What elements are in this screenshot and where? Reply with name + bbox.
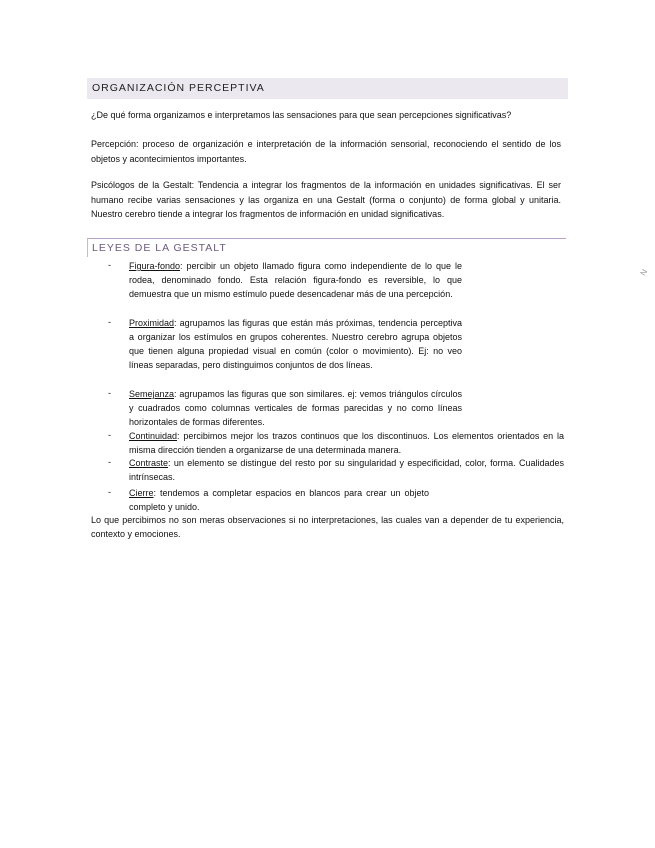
list-bullet: - — [108, 457, 111, 467]
list-bullet: - — [108, 388, 111, 398]
list-item — [129, 387, 462, 429]
intro-question: ¿De qué forma organizamos e interpretamos las sensaciones para que sean percepciones significativas? — [91, 110, 512, 120]
section-heading — [87, 238, 566, 257]
gestalt-paragraph: Psicólogos de la Gestalt: Tendencia a integrar los fragmentos de la información en unidades significativas. El ser humano recibe varias sensaciones y las organiza en una Gestalt (forma o conjunto) de forma global y unitaria. Nuestro cerebro tiende a integrar los fragmentos de información en unidad significativas. — [91, 180, 561, 219]
law-term: Continuidad — [129, 431, 178, 441]
closing-paragraph: Lo que percibimos no son meras observaciones si no interpretaciones, las cuales van a depender de tu experiencia, contexto y emociones. — [91, 515, 564, 539]
list-bullet: - — [108, 317, 111, 327]
page-title: ORGANIZACIÓN PERCEPTIVA — [92, 82, 265, 94]
list-item — [129, 316, 462, 372]
law-term: Figura-fondo — [129, 261, 181, 271]
law-description: : agrupamos las figuras que son similares. ej: vemos triángulos círculos y cuadrados como columnas verticales de formas parecidas y no como líneas horizontales de formas diferentes. — [129, 389, 462, 427]
law-term: Semejanza — [129, 389, 175, 399]
law-description: : agrupamos las figuras que están más próximas, tendencia perceptiva a organizar los estímulos en grupos coherentes. Nuestro cerebro agrupa objetos que tienen alguna propiedad visual en común (color o movimiento). Ej: no veo líneas separadas, pero distinguimos conjuntos de dos líneas. — [129, 318, 462, 370]
list-item — [129, 456, 564, 484]
list-bullet: - — [108, 260, 111, 270]
title-banner — [87, 78, 568, 99]
law-description: : un elemento se distingue del resto por su singularidad y especificidad, color, forma. Cualidades intrínsecas. — [129, 458, 564, 482]
law-term: Cierre — [129, 488, 154, 498]
list-item — [129, 429, 564, 457]
list-item — [129, 486, 429, 514]
list-bullet: - — [108, 487, 111, 497]
law-description: : tendemos a completar espacios en blancos para crear un objeto completo y unido. — [129, 488, 429, 512]
list-bullet: - — [108, 430, 111, 440]
law-term: Contraste — [129, 458, 169, 468]
perception-definition: Percepción: proceso de organización e interpretación de la información sensorial, reconociendo el sentido de los objetos y acontecimientos importantes. — [91, 139, 561, 164]
law-term: Proximidad — [129, 318, 175, 328]
section-title: LEYES DE LA GESTALT — [92, 242, 227, 254]
list-item — [129, 259, 462, 301]
law-description: : percibimos mejor los trazos continuos que los discontinuos. Los elementos orientados en la misma dirección tienden a organizarse de una determinada manera. — [129, 431, 564, 455]
margin-mark: N — [638, 267, 650, 278]
law-description: : percibir un objeto llamado figura como independiente de lo que le rodea, denominado fondo. Esta relación figura-fondo es reversible, lo que demuestra que un mismo estímulo puede desencadenar más de una percepción. — [129, 261, 462, 299]
